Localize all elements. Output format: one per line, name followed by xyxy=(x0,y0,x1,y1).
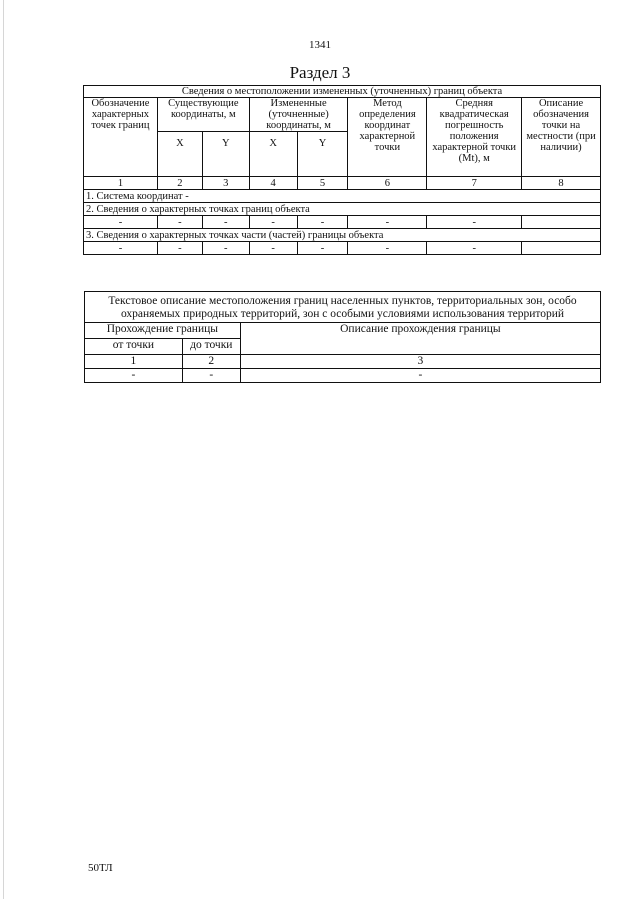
table1-caption: Сведения о местоположении измененных (уточненных) границ объекта xyxy=(84,86,601,98)
column-number: 2 xyxy=(182,355,240,369)
table-cell xyxy=(522,242,601,255)
section2-heading: 2. Сведения о характерных точках границ объекта xyxy=(84,203,601,216)
header-from-point: от точки xyxy=(85,339,183,355)
table-cell: - xyxy=(348,242,427,255)
table-cell: - xyxy=(249,216,297,229)
header-changed-x: X xyxy=(249,132,297,177)
header-method: Метод определения координат характерной точки xyxy=(348,98,427,177)
table-cell: - xyxy=(202,216,249,229)
table-cell: - xyxy=(182,369,240,383)
column-number: 6 xyxy=(348,177,427,190)
table-cell: - xyxy=(157,216,202,229)
table2-caption: Текстовое описание местоположения границ населенных пунктов, территориальных зон, особо охраняемых природных территорий, зон с особыми условиями использования территорий xyxy=(85,292,601,323)
table-cell: - xyxy=(84,242,158,255)
header-existing-x: X xyxy=(157,132,202,177)
header-point-description: Описание обозначения точки на местности (при наличии) xyxy=(522,98,601,177)
column-number: 8 xyxy=(522,177,601,190)
header-changed-y: Y xyxy=(297,132,348,177)
header-error: Средняя квадратическая погрешность положения характерной точки (Mt), м xyxy=(427,98,522,177)
table-cell: - xyxy=(157,242,202,255)
table-cell: - xyxy=(85,369,183,383)
column-number: 4 xyxy=(249,177,297,190)
header-passage: Прохождение границы xyxy=(85,323,241,339)
header-changed-coords: Измененные (уточненные) координаты, м xyxy=(249,98,348,132)
boundary-description-table xyxy=(84,291,601,383)
column-number: 1 xyxy=(85,355,183,369)
header-existing-coords: Существующие координаты, м xyxy=(157,98,249,132)
section-title: Раздел 3 xyxy=(289,63,351,82)
header-passage-description: Описание прохождения границы xyxy=(240,323,600,355)
column-number: 5 xyxy=(297,177,348,190)
column-number: 2 xyxy=(157,177,202,190)
footer-code: 50ТЛ xyxy=(88,862,113,874)
column-number: 3 xyxy=(202,177,249,190)
column-number: 3 xyxy=(240,355,600,369)
column-number: 7 xyxy=(427,177,522,190)
table-cell: - xyxy=(427,216,522,229)
table-cell: - xyxy=(297,242,348,255)
table-cell: - xyxy=(84,216,158,229)
table-cell: - xyxy=(202,242,249,255)
page-number: 1341 xyxy=(309,39,331,51)
table-cell: - xyxy=(240,369,600,383)
table-cell: - xyxy=(297,216,348,229)
table-cell: - xyxy=(427,242,522,255)
scan-edge-mark xyxy=(3,0,4,899)
column-number: 1 xyxy=(84,177,158,190)
section3-heading: 3. Сведения о характерных точках части (частей) границы объекта xyxy=(84,229,601,242)
header-designation: Обозначение характерных точек границ xyxy=(84,98,158,177)
table-cell xyxy=(522,216,601,229)
header-existing-y: Y xyxy=(202,132,249,177)
table-cell: - xyxy=(348,216,427,229)
coord-system-row: 1. Система координат - xyxy=(84,190,601,203)
table-cell: - xyxy=(249,242,297,255)
boundary-points-table xyxy=(83,85,601,255)
header-to-point: до точки xyxy=(182,339,240,355)
